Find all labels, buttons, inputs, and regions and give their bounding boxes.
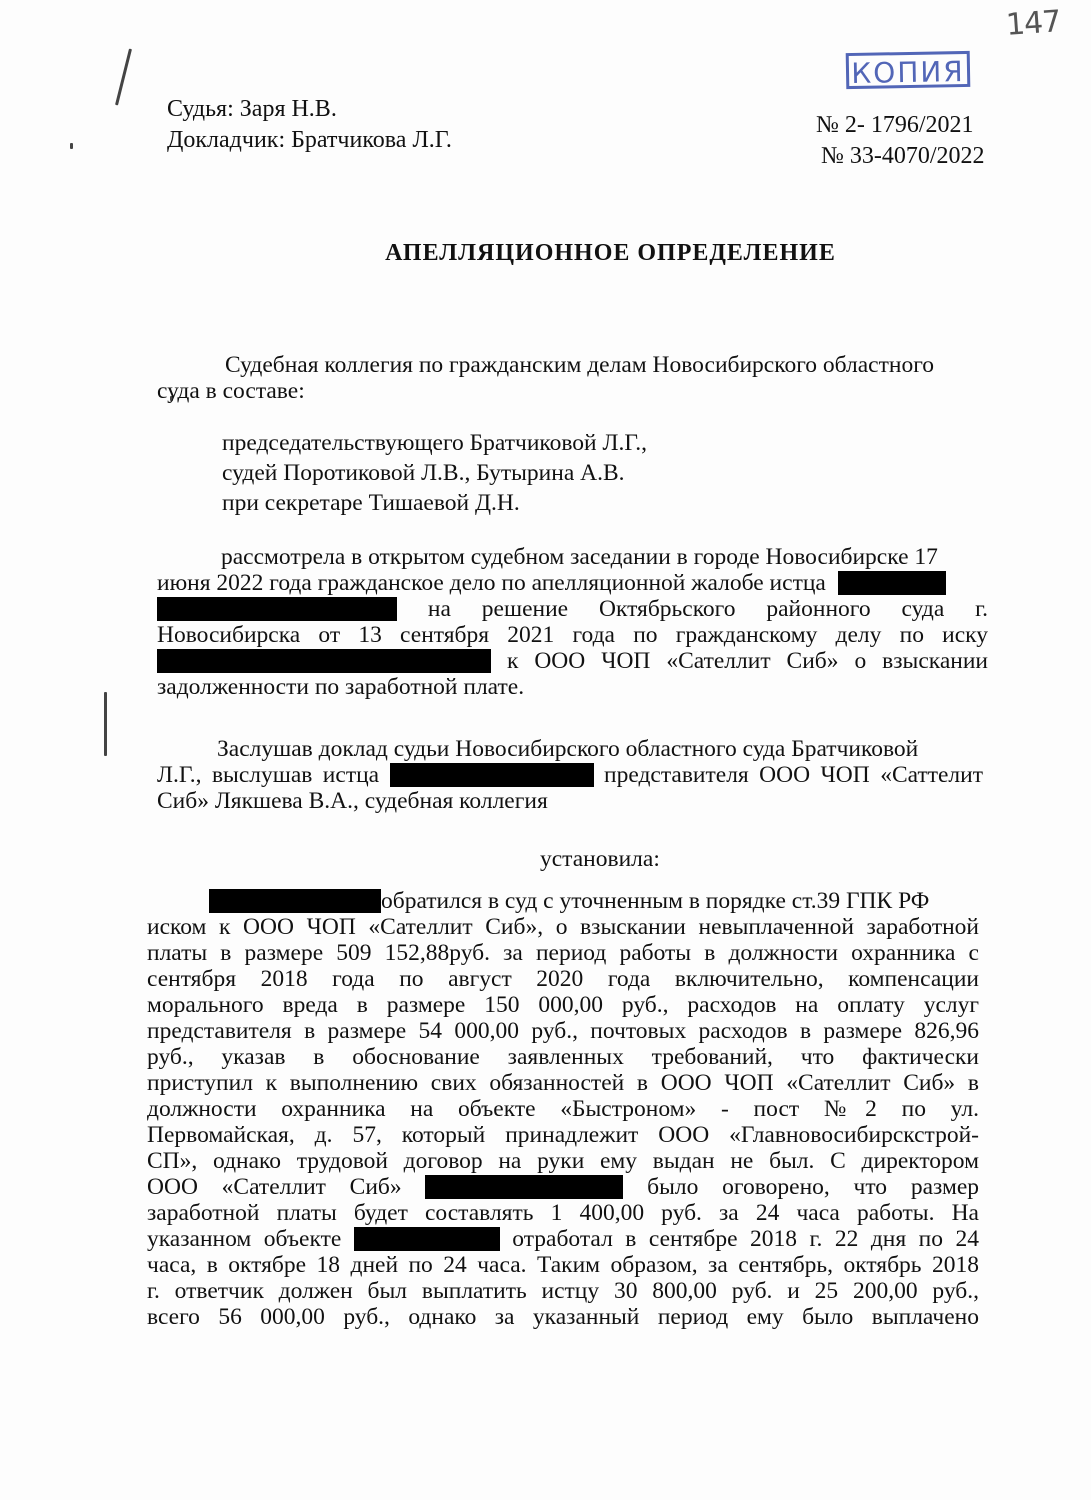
body-line-1 [147, 888, 979, 914]
body-line-14b: отработал в сентябре 2018 г. 22 дня по 24 [512, 1226, 980, 1252]
redaction-block [157, 649, 491, 673]
hearing-line-2a: Л.Г., выслушав истца [157, 762, 380, 788]
review-line-1: рассмотрела в открытом судебном заседании в городе Новосибирске 17 [221, 544, 938, 570]
intro-line-2: суда в составе: [157, 378, 305, 404]
body-line-12 [147, 1174, 979, 1200]
review-line-4: Новосибирска от 13 сентября 2021 года по гражданскому делу по иску [157, 622, 988, 648]
body-line-10: Первомайская, д. 57, который принадлежит ООО «Главновосибирскстрой- [147, 1122, 979, 1148]
composition-line-1: председательствующего Братчиковой Л.Г., [222, 430, 648, 456]
review-line-3 [157, 596, 988, 622]
page-number: 147 [1004, 4, 1062, 43]
body-line-5: морального вреда в размере 150 000,00 руб., расходов на оплату услуг [147, 992, 979, 1018]
review-line-6: задолженности по заработной плате. [157, 674, 525, 700]
reporter-line: Докладчик: Братчикова Л.Г. [167, 127, 452, 153]
body-line-9: должности охранника на объекте «Быстроном» - пост №2 по ул. [147, 1096, 979, 1122]
judge-line: Судья: Заря Н.В. [167, 96, 337, 122]
hearing-line-2b: представителя ООО ЧОП «Саттелит [604, 762, 983, 788]
review-line-5 [157, 648, 988, 674]
body-line-7: руб., указав в обоснование заявленных требований, что фактически [147, 1044, 979, 1070]
redaction-block [838, 571, 946, 595]
body-line-6: представителя в размере 54 000,00 руб., почтовых расходов в размере 826,96 [147, 1018, 979, 1044]
redaction-block [354, 1227, 500, 1251]
body-line-2: иском к ООО ЧОП «Сателлит Сиб», о взыскании невыплаченной заработной [147, 914, 979, 940]
body-line-12b: было оговорено, что размер [647, 1174, 980, 1200]
body-line-14 [147, 1226, 979, 1252]
hearing-line-2 [157, 762, 983, 788]
copy-stamp: КОПИЯ [846, 51, 971, 89]
body-line-17: всего 56 000,00 руб., однако за указанный период ему было выплачено [147, 1304, 979, 1330]
header-left [167, 94, 452, 156]
body-paragraph [147, 888, 979, 1330]
body-line-16: г. ответчик должен был выплатить истцу 30 800,00 руб. и 25 200,00 руб., [147, 1278, 979, 1304]
established-heading: установила: [540, 846, 660, 872]
hearing-paragraph [157, 736, 983, 814]
hearing-line-3: Сиб» Лякшева В.А., судебная коллегия [157, 788, 548, 814]
case-number-first-instance: № 2- 1796/2021 [816, 112, 974, 138]
body-line-13: заработной платы будет составлять 1 400,00 руб. за 24 часа работы. На [147, 1200, 979, 1226]
body-line-15: часа, в октябре 18 дней по 24 часа. Таким образом, за сентябрь, октябрь 2018 [147, 1252, 979, 1278]
header-right [816, 110, 985, 172]
body-line-11: СП», однако трудовой договор на руки ему выдан не был. С директором [147, 1148, 979, 1174]
composition-line-3: при секретаре Тишаевой Д.Н. [222, 490, 520, 516]
margin-pen-mark [115, 48, 132, 105]
body-line-8: приступил к выполнению свих обязанностей в ООО ЧОП «Сателлит Сиб» в [147, 1070, 979, 1096]
redaction-block [390, 763, 594, 787]
body-line-4: сентября 2018 года по август 2020 года включительно, компенсации [147, 966, 979, 992]
review-line-2 [157, 570, 988, 596]
body-line-3: платы в размере 509 152,88руб. за период работы в должности охранника с [147, 940, 979, 966]
composition-line-2: судей Поротиковой Л.В., Бутырина А.В. [222, 460, 625, 486]
review-line-5-text: к ООО ЧОП «Сателлит Сиб» о взыскании [506, 648, 988, 674]
margin-pen-mark [104, 692, 107, 756]
body-line-1-text: обратился в суд с уточненным в порядке ст.39 ГПК РФ [381, 888, 930, 914]
review-line-3-text: на решение Октябрьского районного суда г. [427, 596, 988, 622]
body-line-14a: указанном объекте [147, 1226, 342, 1252]
review-paragraph [157, 544, 988, 700]
redaction-block [425, 1175, 623, 1199]
redaction-block [157, 597, 397, 621]
margin-dot [70, 143, 73, 149]
intro-line-1: Судебная коллегия по гражданским делам Новосибирского областного [225, 352, 934, 378]
court-composition [222, 428, 647, 518]
case-number-appeal: № 33-4070/2022 [821, 143, 985, 169]
body-line-12a: ООО «Сателлит Сиб» [147, 1174, 402, 1200]
redaction-block [209, 889, 381, 913]
document-title: АПЕЛЛЯЦИОННОЕ ОПРЕДЕЛЕНИЕ [385, 240, 836, 266]
review-line-2-text: июня 2022 года гражданское дело по апелляционной жалобе истца [157, 570, 826, 596]
intro-paragraph [157, 352, 993, 404]
hearing-line-1: Заслушав доклад судьи Новосибирского областного суда Братчиковой [217, 736, 919, 762]
